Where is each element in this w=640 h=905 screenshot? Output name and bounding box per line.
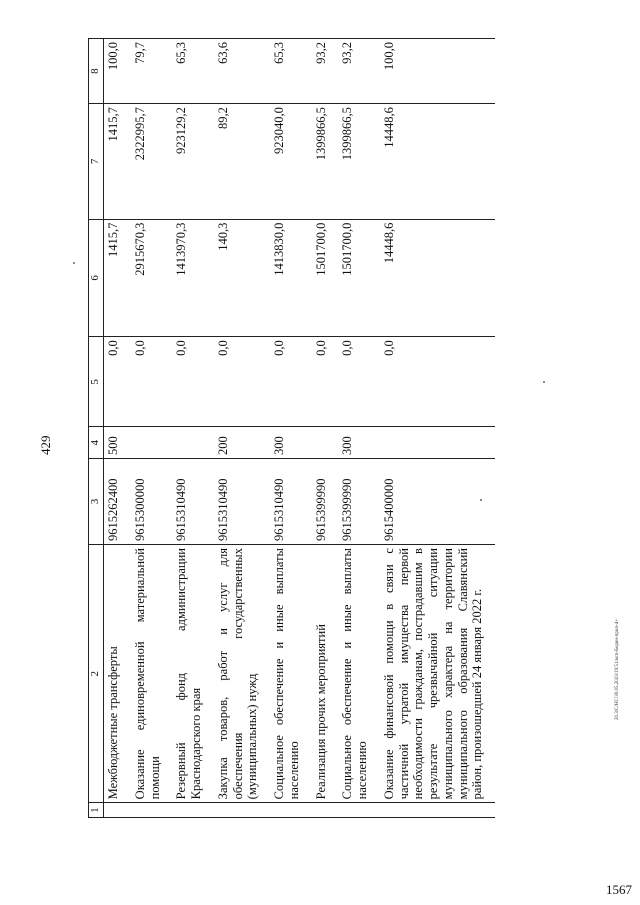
cell-col7: 14448,6 — [380, 104, 495, 219]
budget-table-container — [88, 38, 608, 818]
cell-col5: 0,0 — [338, 337, 380, 427]
cell-col8: 79,7 — [131, 39, 173, 104]
cell-col1 — [270, 803, 312, 818]
cell-col1 — [131, 803, 173, 818]
table-row — [380, 39, 495, 818]
table-row — [131, 39, 173, 818]
cell-col5: 0,0 — [104, 337, 131, 427]
cell-col6: 14448,6 — [380, 219, 495, 337]
cell-col6: 2915670,3 — [131, 219, 173, 337]
cell-name: Оказание финансовой помощи в связи с частичной утратой имущества первой необходимости гражданам, пострадавшим в результате чрезвычайной ситуации муниципального характера на территории муниципального образования Славянский район, произошедшей 24 января 2022 г. — [380, 545, 495, 803]
table-row — [338, 39, 380, 818]
cell-type: 500 — [104, 427, 131, 458]
cell-type — [131, 427, 173, 458]
cell-col6: 1415,7 — [104, 219, 131, 337]
cell-code: 9615399990 — [338, 458, 380, 544]
cell-col6: 1413970,3 — [172, 219, 214, 337]
table-row — [214, 39, 270, 818]
cell-code: 9615400000 — [380, 458, 495, 544]
scan-speck — [73, 262, 75, 264]
cell-col8: 65,3 — [270, 39, 312, 104]
column-header-1: 1 — [89, 803, 104, 818]
cell-col6: 140,3 — [214, 219, 270, 337]
cell-name: Межбюджетные трансферты — [104, 545, 131, 803]
cell-type: 300 — [270, 427, 312, 458]
cell-col5: 0,0 — [270, 337, 312, 427]
cell-col5: 0,0 — [380, 337, 495, 427]
table-row — [270, 39, 312, 818]
column-header-8: 8 — [89, 39, 104, 104]
cell-code: 9615310490 — [214, 458, 270, 544]
budget-table — [88, 38, 495, 818]
cell-col7: 1415,7 — [104, 104, 131, 219]
cell-col1 — [380, 803, 495, 818]
cell-type: 200 — [214, 427, 270, 458]
cell-type — [172, 427, 214, 458]
cell-col1 — [312, 803, 339, 818]
cell-col1 — [338, 803, 380, 818]
cell-col5: 0,0 — [172, 337, 214, 427]
cell-name: Социальное обеспечение и иные выплаты населению — [270, 545, 312, 803]
cell-col8: 63,6 — [214, 39, 270, 104]
cell-type — [380, 427, 495, 458]
cell-col7: 1399866,5 — [338, 104, 380, 219]
cell-type: 300 — [338, 427, 380, 458]
table-header-row — [89, 39, 104, 818]
cell-col7: 89,2 — [214, 104, 270, 219]
page-number-bottom: 1567 — [606, 882, 632, 897]
cell-code: 9615310490 — [270, 458, 312, 544]
cell-name: Закупка товаров, работ и услуг для обеспечения государственных (муниципальных) нужд — [214, 545, 270, 803]
cell-col7: 923129,2 — [172, 104, 214, 219]
cell-col7: 2322995,7 — [131, 104, 173, 219]
column-header-4: 4 — [89, 427, 104, 458]
table-row — [172, 39, 214, 818]
cell-col6: 1501700,0 — [338, 219, 380, 337]
cell-col5: 0,0 — [214, 337, 270, 427]
cell-col7: 923040,0 — [270, 104, 312, 219]
cell-col8: 93,2 — [312, 39, 339, 104]
cell-col8: 65,3 — [172, 39, 214, 104]
cell-col1 — [214, 803, 270, 818]
cell-col8: 100,0 — [104, 39, 131, 104]
cell-col6: 1501700,0 — [312, 219, 339, 337]
cell-type — [312, 427, 339, 458]
column-header-7: 7 — [89, 104, 104, 219]
cell-col8: 100,0 — [380, 39, 495, 104]
side-note: 20.3/С/НС/30.05.2023/19:51/исп-Бедин-прил-4+ — [615, 618, 620, 720]
table-row — [104, 39, 131, 818]
cell-name: Оказание единовременной материальной помощи — [131, 545, 173, 803]
cell-col1 — [104, 803, 131, 818]
page-number-top: 429 — [38, 435, 53, 455]
cell-name: Резервный фонд администрации Краснодарского края — [172, 545, 214, 803]
cell-col7: 1399866,5 — [312, 104, 339, 219]
cell-col6: 1413830,0 — [270, 219, 312, 337]
table-row — [312, 39, 339, 818]
cell-name: Реализация прочих мероприятий — [312, 545, 339, 803]
cell-name: Социальное обеспечение и иные выплаты населению — [338, 545, 380, 803]
column-header-5: 5 — [89, 337, 104, 427]
column-header-6: 6 — [89, 219, 104, 337]
cell-col8: 93,2 — [338, 39, 380, 104]
cell-col1 — [172, 803, 214, 818]
cell-code: 9615262400 — [104, 458, 131, 544]
cell-code: 9615310490 — [172, 458, 214, 544]
cell-code: 9615399990 — [312, 458, 339, 544]
column-header-3: 3 — [89, 458, 104, 544]
cell-code: 9615300000 — [131, 458, 173, 544]
cell-col5: 0,0 — [312, 337, 339, 427]
column-header-2: 2 — [89, 545, 104, 803]
cell-col5: 0,0 — [131, 337, 173, 427]
table-body — [104, 39, 496, 818]
